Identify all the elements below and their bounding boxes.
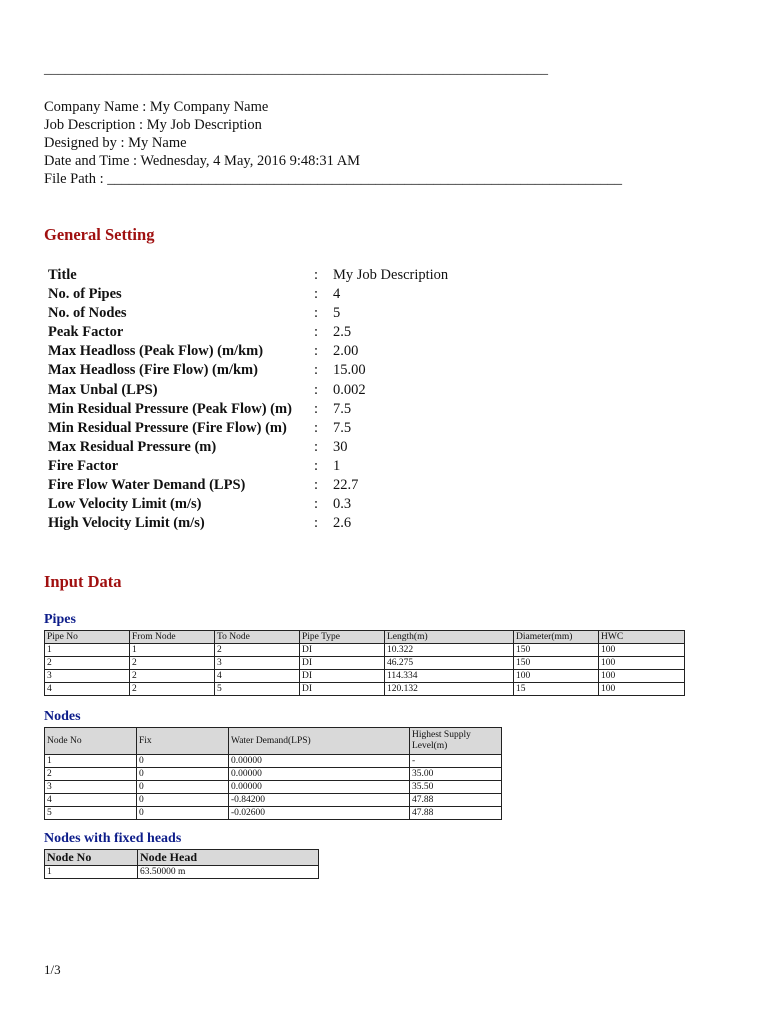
setting-value: 7.5 xyxy=(333,419,352,436)
table-cell: 10.322 xyxy=(385,644,514,657)
table-row xyxy=(45,768,502,781)
nodes-table xyxy=(44,727,502,820)
setting-label: Peak Factor xyxy=(48,324,124,341)
column-header: To Node xyxy=(215,631,300,644)
company-name-line: Company Name : My Company Name xyxy=(44,99,269,115)
table-cell: 2 xyxy=(215,644,300,657)
table-cell: 100 xyxy=(599,683,685,696)
setting-colon: : xyxy=(314,286,319,303)
setting-label: Max Headloss (Fire Flow) (m/km) xyxy=(48,362,258,379)
table-cell: 35.50 xyxy=(410,781,502,794)
setting-row xyxy=(48,361,448,380)
table-cell: 15 xyxy=(514,683,599,696)
setting-value: 2.6 xyxy=(333,515,352,532)
table-cell: 0 xyxy=(137,807,229,820)
setting-colon: : xyxy=(314,381,319,398)
table-cell: 150 xyxy=(514,657,599,670)
setting-colon: : xyxy=(314,477,319,494)
table-cell: 63.50000 m xyxy=(138,866,319,879)
setting-label: Fire Factor xyxy=(48,457,119,474)
table-row xyxy=(45,807,502,820)
table-row xyxy=(45,657,685,670)
table-cell: 2 xyxy=(45,657,130,670)
setting-value: 22.7 xyxy=(333,477,359,494)
setting-value: 2.5 xyxy=(333,324,352,341)
column-header: Water Demand(LPS) xyxy=(229,728,410,755)
setting-colon: : xyxy=(314,324,319,341)
setting-value: 2.00 xyxy=(333,343,359,360)
column-header: Node Head xyxy=(138,850,319,866)
input-data-heading: Input Data xyxy=(44,572,122,591)
fixed-heads-heading: Nodes with fixed heads xyxy=(44,831,182,846)
setting-label: Max Unbal (LPS) xyxy=(48,381,158,398)
table-row xyxy=(45,670,685,683)
setting-colon: : xyxy=(314,343,319,360)
table-cell: 100 xyxy=(599,644,685,657)
general-setting-heading: General Setting xyxy=(44,225,155,244)
table-cell: 0 xyxy=(137,768,229,781)
setting-colon: : xyxy=(314,419,319,436)
setting-row xyxy=(48,438,448,457)
column-header: Highest Supply Level(m) xyxy=(410,728,502,755)
column-header: Node No xyxy=(45,850,138,866)
table-header-row xyxy=(45,850,319,866)
table-cell: 1 xyxy=(45,866,138,879)
table-cell: 2 xyxy=(130,657,215,670)
pipes-heading: Pipes xyxy=(44,612,76,627)
table-cell: 150 xyxy=(514,644,599,657)
table-cell: 1 xyxy=(45,644,130,657)
table-cell: - xyxy=(410,755,502,768)
top-rule: ________________________________________________________________________ xyxy=(44,62,548,77)
setting-value: 1 xyxy=(333,457,341,474)
table-cell: 0.00000 xyxy=(229,781,410,794)
table-header-row xyxy=(45,728,502,755)
table-cell: 0 xyxy=(137,781,229,794)
setting-row xyxy=(48,495,448,514)
setting-value: 0.3 xyxy=(333,496,352,513)
setting-label: Title xyxy=(48,267,77,283)
table-cell: 35.00 xyxy=(410,768,502,781)
table-cell: DI xyxy=(300,683,385,696)
table-cell: 47.88 xyxy=(410,794,502,807)
setting-label: Low Velocity Limit (m/s) xyxy=(48,496,202,513)
setting-label: Min Residual Pressure (Fire Flow) (m) xyxy=(48,419,287,436)
setting-colon: : xyxy=(314,400,319,417)
setting-label: Min Residual Pressure (Peak Flow) (m) xyxy=(48,400,292,417)
table-cell: 1 xyxy=(45,755,137,768)
setting-row xyxy=(48,342,448,361)
setting-label: Max Residual Pressure (m) xyxy=(48,438,217,455)
setting-label: No. of Nodes xyxy=(48,305,127,322)
table-row xyxy=(45,683,685,696)
table-cell: 114.334 xyxy=(385,670,514,683)
fixed-heads-table xyxy=(44,849,319,879)
setting-colon: : xyxy=(314,267,319,283)
table-cell: -0.02600 xyxy=(229,807,410,820)
table-cell: 47.88 xyxy=(410,807,502,820)
table-header-row xyxy=(45,631,685,644)
table-cell: DI xyxy=(300,670,385,683)
setting-value: 30 xyxy=(333,438,348,455)
page-number: 1/3 xyxy=(44,962,61,977)
table-cell: 0 xyxy=(137,755,229,768)
setting-colon: : xyxy=(314,438,319,455)
column-header: Node No xyxy=(45,728,137,755)
column-header: Length(m) xyxy=(385,631,514,644)
column-header: Pipe Type xyxy=(300,631,385,644)
table-cell: DI xyxy=(300,657,385,670)
setting-row xyxy=(48,285,448,304)
pipes-table xyxy=(44,630,685,696)
setting-row xyxy=(48,304,448,323)
setting-value: My Job Description xyxy=(333,267,449,283)
table-cell: 4 xyxy=(215,670,300,683)
column-header: Diameter(mm) xyxy=(514,631,599,644)
setting-row xyxy=(48,266,448,285)
setting-row xyxy=(48,476,448,495)
table-cell: 0.00000 xyxy=(229,768,410,781)
setting-row xyxy=(48,514,448,533)
column-header: Pipe No xyxy=(45,631,130,644)
setting-row xyxy=(48,381,448,400)
table-row xyxy=(45,866,319,879)
table-cell: -0.84200 xyxy=(229,794,410,807)
setting-row xyxy=(48,457,448,476)
setting-row xyxy=(48,400,448,419)
setting-colon: : xyxy=(314,457,319,474)
table-cell: 100 xyxy=(514,670,599,683)
table-cell: DI xyxy=(300,644,385,657)
table-row xyxy=(45,794,502,807)
table-cell: 0 xyxy=(137,794,229,807)
job-description-line: Job Description : My Job Description xyxy=(44,117,262,133)
table-cell: 46.275 xyxy=(385,657,514,670)
date-time-line: Date and Time : Wednesday, 4 May, 2016 9:48:31 AM xyxy=(44,153,361,169)
setting-value: 0.002 xyxy=(333,381,366,398)
table-cell: 5 xyxy=(45,807,137,820)
table-cell: 3 xyxy=(45,781,137,794)
column-header: Fix xyxy=(137,728,229,755)
column-header: HWC xyxy=(599,631,685,644)
table-cell: 100 xyxy=(599,657,685,670)
designed-by-line: Designed by : My Name xyxy=(44,135,187,151)
table-cell: 3 xyxy=(45,670,130,683)
table-cell: 0.00000 xyxy=(229,755,410,768)
table-cell: 2 xyxy=(45,768,137,781)
table-cell: 120.132 xyxy=(385,683,514,696)
setting-value: 5 xyxy=(333,305,341,322)
table-cell: 4 xyxy=(45,794,137,807)
setting-colon: : xyxy=(314,362,319,379)
table-cell: 4 xyxy=(45,683,130,696)
setting-value: 4 xyxy=(333,286,341,303)
setting-colon: : xyxy=(314,305,319,322)
general-settings-list xyxy=(48,266,448,533)
table-row xyxy=(45,755,502,768)
setting-row xyxy=(48,323,448,342)
table-row xyxy=(45,644,685,657)
table-row xyxy=(45,781,502,794)
setting-value: 15.00 xyxy=(333,362,366,379)
setting-label: High Velocity Limit (m/s) xyxy=(48,515,205,532)
setting-label: Max Headloss (Peak Flow) (m/km) xyxy=(48,343,264,360)
report-header xyxy=(44,98,622,188)
table-cell: 3 xyxy=(215,657,300,670)
table-cell: 2 xyxy=(130,670,215,683)
table-cell: 100 xyxy=(599,670,685,683)
file-path-line: File Path : _______________________________________________________________________ xyxy=(44,171,622,187)
table-cell: 2 xyxy=(130,683,215,696)
table-cell: 1 xyxy=(130,644,215,657)
setting-label: No. of Pipes xyxy=(48,286,122,303)
column-header: From Node xyxy=(130,631,215,644)
setting-value: 7.5 xyxy=(333,400,352,417)
setting-label: Fire Flow Water Demand (LPS) xyxy=(48,477,246,494)
nodes-heading: Nodes xyxy=(44,709,81,724)
table-cell: 5 xyxy=(215,683,300,696)
setting-colon: : xyxy=(314,496,319,513)
setting-row xyxy=(48,419,448,438)
setting-colon: : xyxy=(314,515,319,532)
